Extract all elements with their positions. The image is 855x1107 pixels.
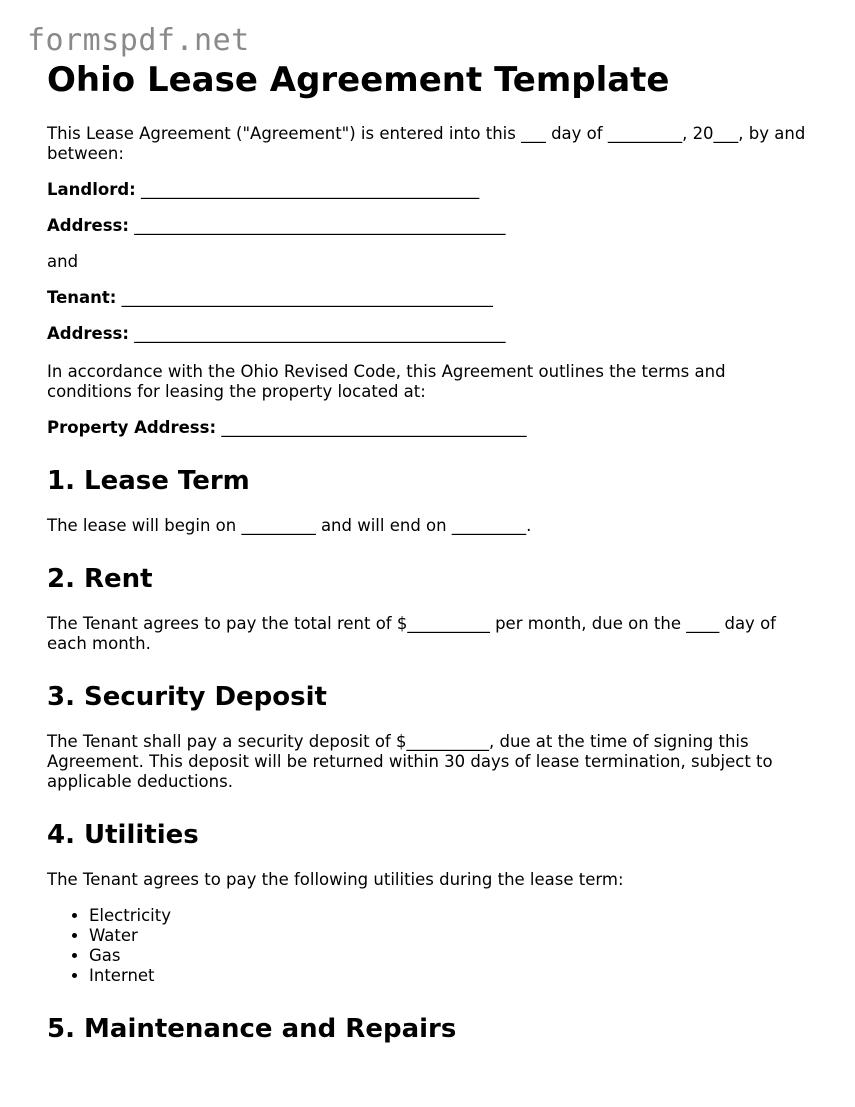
- section-heading-security-deposit: 3. Security Deposit: [47, 682, 327, 712]
- lease-term-text: The lease will begin on _________ and will end on _________.: [47, 516, 532, 535]
- landlord-address-blank: _____________________________________________: [134, 216, 506, 235]
- list-item: • Water: [89, 926, 807, 946]
- rent-text: The Tenant agrees to pay the total rent of $__________ per month, due on the ____ day of each month.: [47, 614, 776, 653]
- landlord-blank: _________________________________________: [141, 180, 480, 199]
- property-address-field: [47, 418, 807, 438]
- accordance-paragraph: In accordance with the Ohio Revised Code, this Agreement outlines the terms and conditions for leasing the property located at:: [47, 362, 726, 401]
- security-deposit-text: The Tenant shall pay a security deposit of $__________, due at the time of signing this Agreement. This deposit will be returned within 30 days of lease termination, subject to applicable deductions.: [47, 732, 773, 791]
- watermark: formspdf.net: [27, 23, 250, 58]
- landlord-field: [47, 180, 807, 200]
- section-heading-lease-term: 1. Lease Term: [47, 466, 250, 496]
- tenant-label: Tenant:: [47, 288, 117, 307]
- and-text: and: [47, 252, 79, 271]
- list-item: • Gas: [89, 946, 807, 966]
- list-item: • Electricity: [89, 906, 807, 926]
- section-heading-utilities: 4. Utilities: [47, 820, 199, 850]
- landlord-label: Landlord:: [47, 180, 136, 199]
- tenant-address-field: [47, 324, 807, 344]
- tenant-field: [47, 288, 807, 308]
- section-heading-rent: 2. Rent: [47, 564, 153, 594]
- utilities-list: [47, 906, 807, 986]
- document-page: [47, 60, 807, 1044]
- landlord-address-field: [47, 216, 807, 236]
- intro-paragraph: This Lease Agreement ("Agreement") is entered into this ___ day of _________, 20___, by and between:: [47, 124, 806, 163]
- property-address-label: Property Address:: [47, 418, 217, 437]
- landlord-address-label: Address:: [47, 216, 129, 235]
- list-item: • Internet: [89, 966, 807, 986]
- property-address-blank: _____________________________________: [221, 418, 527, 437]
- tenant-address-label: Address:: [47, 324, 129, 343]
- document-title: Ohio Lease Agreement Template: [47, 60, 670, 100]
- utilities-text: The Tenant agrees to pay the following utilities during the lease term:: [47, 870, 624, 889]
- section-heading-maintenance: 5. Maintenance and Repairs: [47, 1014, 457, 1044]
- tenant-blank: _____________________________________________: [121, 288, 493, 307]
- tenant-address-blank: _____________________________________________: [134, 324, 506, 343]
